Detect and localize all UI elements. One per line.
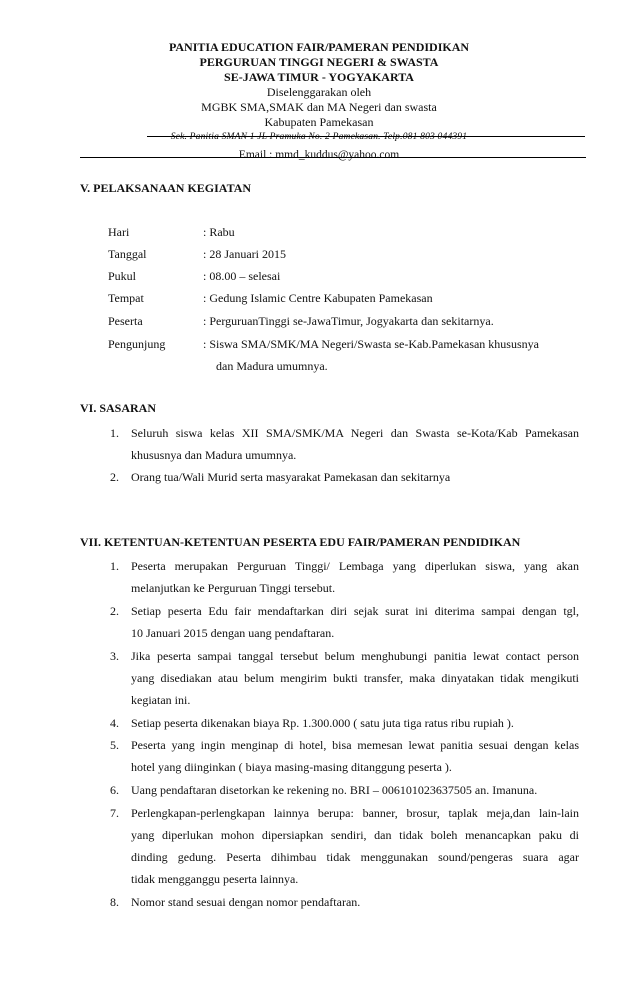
list-number: 5. bbox=[110, 738, 119, 752]
list-item-line: Jika peserta sampai tanggal tersebut belum menghubungi panitia lewat contact person bbox=[131, 649, 579, 663]
letterhead-address: Sek. Panitia SMAN 1 JL Pramuka No. 2 Pamekasan. Telp.081 803 044391 bbox=[170, 132, 468, 142]
letterhead-title-3: SE-JAWA TIMUR - YOGYAKARTA bbox=[224, 70, 414, 84]
field-label-pengunjung: Pengunjung bbox=[108, 337, 166, 351]
field-label-tanggal: Tanggal bbox=[108, 247, 147, 261]
field-value-hari: : Rabu bbox=[203, 225, 235, 239]
letterhead-regency: Kabupaten Pamekasan bbox=[264, 115, 374, 129]
list-number: 2. bbox=[110, 604, 119, 618]
field-label-peserta: Peserta bbox=[108, 314, 143, 328]
list-number: 6. bbox=[110, 783, 119, 797]
field-label-pukul: Pukul bbox=[108, 269, 137, 283]
list-item-line: 10 Januari 2015 dengan uang pendaftaran. bbox=[131, 626, 335, 640]
list-item-line: yang diperlukan mohon dipersiapkan sendiri, dan tidak boleh menancapkan paku di bbox=[131, 828, 579, 842]
letterhead-divider bbox=[80, 157, 586, 158]
list-item-line: Peserta yang ingin menginap di hotel, bisa memesan lewat panitia sesuai dengan kelas bbox=[131, 738, 579, 752]
field-value-tempat: : Gedung Islamic Centre Kabupaten Pamekasan bbox=[203, 291, 433, 305]
letterhead-title-2: PERGURUAN TINGGI NEGERI & SWASTA bbox=[199, 55, 439, 69]
letterhead bbox=[0, 40, 638, 163]
list-item-line: Orang tua/Wali Murid serta masyarakat Pamekasan dan sekitarnya bbox=[131, 470, 451, 484]
list-item-line: Setiap peserta Edu fair mendaftarkan diri sejak surat ini diterima sampai dengan tgl, bbox=[131, 604, 579, 618]
letterhead-organizer: MGBK SMA,SMAK dan MA Negeri dan swasta bbox=[201, 100, 437, 114]
field-label-tempat: Tempat bbox=[108, 291, 144, 305]
field-value-pengunjung: : Siswa SMA/SMK/MA Negeri/Swasta se-Kab.Pamekasan khususnya bbox=[203, 337, 539, 351]
list-number: 3. bbox=[110, 649, 119, 663]
list-item-line: melanjutkan ke Perguruan Tinggi tersebut. bbox=[131, 581, 336, 595]
field-value-peserta: : PerguruanTinggi se-JawaTimur, Jogyakarta dan sekitarnya. bbox=[203, 314, 494, 328]
list-item-line: Nomor stand sesuai dengan nomor pendaftaran. bbox=[131, 895, 361, 909]
field-value-tanggal: : 28 Januari 2015 bbox=[203, 247, 286, 261]
section-title-pelaksanaan: V. PELAKSANAAN KEGIATAN bbox=[80, 181, 252, 195]
list-item-line: tidak mengganggu peserta lainnya. bbox=[131, 872, 299, 886]
section-title-ketentuan: VII. KETENTUAN-KETENTUAN PESERTA EDU FAIR/PAMERAN PENDIDIKAN bbox=[80, 535, 521, 549]
letterhead-title-1: PANITIA EDUCATION FAIR/PAMERAN PENDIDIKAN bbox=[168, 40, 470, 54]
list-number: 1. bbox=[110, 426, 119, 440]
list-item-line: Setiap peserta dikenakan biaya Rp. 1.300.000 ( satu juta tiga ratus ribu rupiah ). bbox=[131, 716, 514, 730]
list-item-line: Perlengkapan-perlengkapan lainnya berupa: banner, brosur, taplak meja,dan lain-lain bbox=[131, 806, 579, 820]
list-item-line: khususnya dan Madura umumnya. bbox=[131, 448, 297, 462]
list-number: 2. bbox=[110, 470, 119, 484]
list-item-line: Seluruh siswa kelas XII SMA/SMK/MA Negeri dan Swasta se-Kota/Kab Pamekasan bbox=[131, 426, 579, 440]
letterhead-organizer-label: Diselenggarakan oleh bbox=[266, 85, 372, 99]
address-divider bbox=[147, 136, 585, 137]
list-item-line: kegiatan ini. bbox=[131, 693, 191, 707]
list-item-line: hotel yang diinginkan ( biaya masing-masing ditanggung peserta ). bbox=[131, 760, 452, 774]
list-item-line: dinding gedung. Peserta dihimbau tidak menggunakan sound/pengeras suara agar bbox=[131, 850, 579, 864]
list-number: 1. bbox=[110, 559, 119, 573]
list-number: 7. bbox=[110, 806, 119, 820]
field-value-pengunjung-cont: dan Madura umumnya. bbox=[216, 359, 328, 373]
field-label-hari: Hari bbox=[108, 225, 130, 239]
list-item-line: Uang pendaftaran disetorkan ke rekening no. BRI – 006101023637505 an. Imanuna. bbox=[131, 783, 538, 797]
list-item-line: yang disediakan atau belum mengirim bukti transfer, maka dinyatakan tidak mengikuti bbox=[131, 671, 579, 685]
section-title-sasaran: VI. SASARAN bbox=[80, 401, 157, 415]
list-number: 4. bbox=[110, 716, 119, 730]
list-item-line: Peserta merupakan Perguruan Tinggi/ Lembaga yang diperlukan siswa, yang akan bbox=[131, 559, 579, 573]
list-number: 8. bbox=[110, 895, 119, 909]
letterhead-email: Email : mmd_kuddus@yahoo.com bbox=[238, 149, 400, 161]
field-value-pukul: : 08.00 – selesai bbox=[203, 269, 281, 283]
